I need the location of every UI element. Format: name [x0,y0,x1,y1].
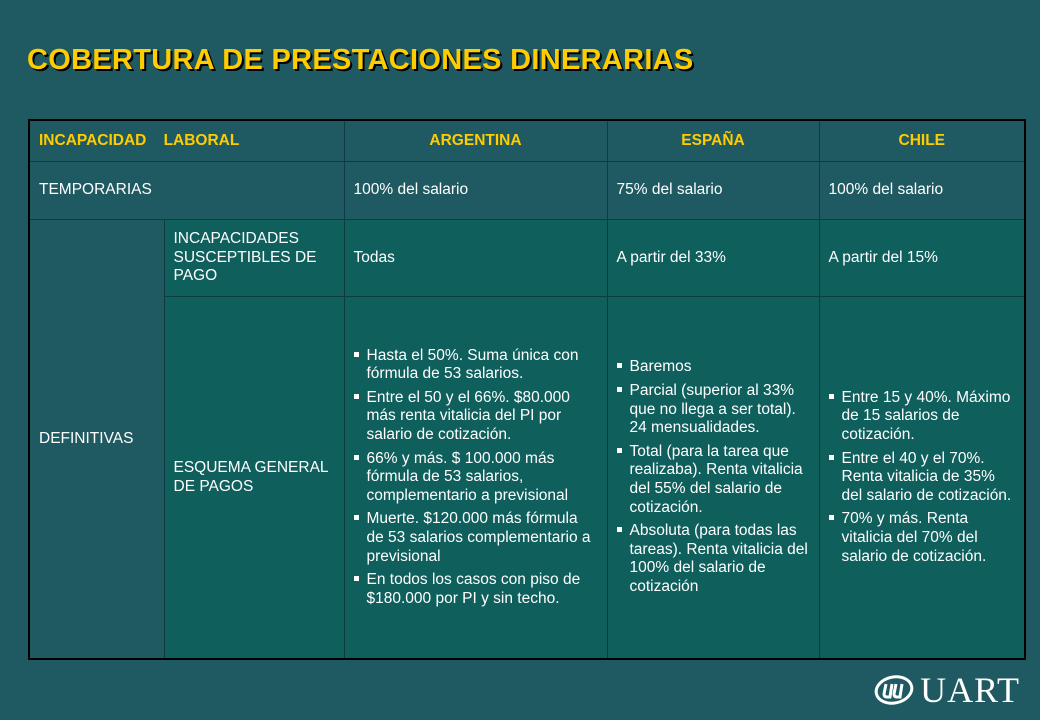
bullet-square-icon [617,527,622,532]
list-item [353,347,599,384]
uart-logo-text: UART [920,670,1020,710]
esquema-espana [607,297,819,660]
bullet-square-icon [829,394,834,399]
bullet-square-icon [829,455,834,460]
list-item-text: Hasta el 50%. Suma única con fórmula de 53 salarios. [366,346,579,383]
list-item-text: Absoluta (para todas las tareas). Renta vitalicia del 100% del salario de cotización [629,522,808,595]
list-item [353,450,599,506]
list-item [353,389,599,445]
temporarias-argentina: 100% del salario [344,162,607,220]
list-item-text: 66% y más. $ 100.000 más fórmula de 53 salarios, complementario a previsional [366,449,569,504]
list-item [616,382,811,438]
list-item [616,443,811,517]
list-item-text: Parcial (superior al 33% que no llega a ser total). 24 mensualidades. [629,382,796,437]
table-row-temporarias [29,162,1025,220]
bullet-square-icon [354,515,359,520]
bullet-square-icon [617,448,622,453]
temporarias-label: TEMPORARIAS [29,162,344,220]
header-argentina: ARGENTINA [344,120,607,162]
susceptibles-chile: A partir del 15% [819,220,1025,297]
list-item [353,510,599,566]
list-item-text: Entre el 40 y el 70%. Renta vitalicia de 35% del salario de cotización. [841,449,1012,504]
table-row-esquema [29,297,1025,660]
list-item-text: Baremos [629,358,692,376]
page-title: COBERTURA DE PRESTACIONES DINERARIAS [27,44,694,76]
header-chile: CHILE [819,120,1025,162]
list-item-text: Muerte. $120.000 más fórmula de 53 salarios complementario a previsional [366,510,591,565]
list-item-text: Entre 15 y 40%. Máximo de 15 salarios de cotización. [841,388,1011,444]
bullet-square-icon [354,576,359,581]
table-header-row [29,120,1025,162]
bullet-square-icon [829,515,834,520]
temporarias-espana: 75% del salario [607,162,819,220]
temporarias-chile: 100% del salario [819,162,1025,220]
header-espana: ESPAÑA [607,120,819,162]
list-item [616,522,811,596]
esquema-argentina [344,297,607,660]
esquema-chile-list [828,389,1017,566]
list-item [616,358,811,377]
list-item [828,389,1017,445]
esquema-argentina-list [353,347,599,609]
list-item-text: Total (para la tarea que realizaba). Renta vitalicia del 55% del salario de cotización. [629,442,803,516]
list-item-text: 70% y más. Renta vitalicia del 70% del salario de cotización. [841,510,987,565]
list-item-text: En todos los casos con piso de $180.000 por PI y sin techo. [366,571,581,607]
coverage-table [28,119,1026,660]
uart-emblem-icon [874,675,914,705]
list-item-text: Entre el 50 y el 66%. $80.000 más renta vitalicia del PI por salario de cotización. [366,388,570,444]
esquema-espana-list [616,358,811,596]
table-row-susceptibles [29,220,1025,297]
bullet-square-icon [617,363,622,368]
bullet-square-icon [354,352,359,357]
header-incapacidad: INCAPACIDAD LABORAL [29,120,344,162]
susceptibles-espana: A partir del 33% [607,220,819,297]
bullet-square-icon [354,394,359,399]
uart-logo [874,672,1020,708]
definitivas-label: DEFINITIVAS [29,220,164,660]
list-item [353,571,599,608]
esquema-label: ESQUEMA GENERAL DE PAGOS [164,297,344,660]
esquema-chile [819,297,1025,660]
susceptibles-label: INCAPACIDADES SUSCEPTIBLES DE PAGO [164,220,344,297]
bullet-square-icon [617,387,622,392]
list-item [828,450,1017,506]
bullet-square-icon [354,455,359,460]
susceptibles-argentina: Todas [344,220,607,297]
list-item [828,510,1017,566]
